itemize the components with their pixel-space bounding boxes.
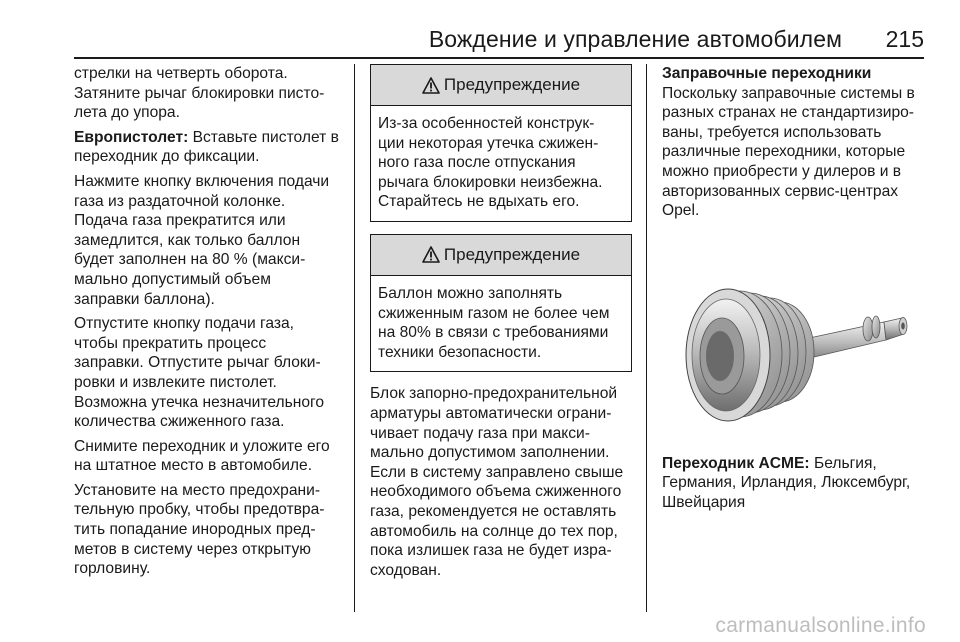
warning-text-1: Из-за особенностей конструк- ции некоторая утечка сжижен- ного газа после отпускания рычага блокировки неизбежна. Старайтесь не вдыхать его.	[378, 115, 603, 211]
figure-caption	[662, 454, 930, 513]
caption-text: Бельгия, Германия, Ирландия, Люксембург, Швейцария	[662, 454, 911, 511]
warning-triangle-icon	[422, 77, 440, 94]
warning-title-2: Предупреждение	[443, 245, 581, 265]
euro-nozzle-text: Вставьте пистолет в переходник до фиксации.	[74, 128, 339, 166]
col1-paragraph-1: стрелки на четверть оборота. Затяните рычаг блокировки писто- лета до упора.	[74, 65, 325, 122]
warning-triangle-icon	[422, 246, 440, 263]
caption-label: Переходник ACME:	[662, 454, 810, 472]
warning-text-2: Баллон можно заполнять сжиженным газом не более чем на 80% в связи с требованиями техники безопасности.	[378, 284, 610, 361]
column-divider-2	[646, 64, 647, 612]
column-divider-1	[354, 64, 355, 612]
column-3	[662, 64, 930, 513]
acme-adapter-figure	[662, 242, 928, 438]
col1-paragraph-3: Нажмите кнопку включения подачи газа из раздаточной колонке. Подача газа прекратится или замедлится, как только баллон будет заполнен на 80 % (макси- мально допустимый объем заправки баллона).	[74, 172, 330, 308]
header-divider	[74, 57, 924, 59]
site-watermark: carmanualsonline.info	[715, 614, 926, 637]
running-title: Вождение и управление автомобилем	[428, 26, 842, 52]
warning-box-1	[370, 64, 632, 222]
page-number: 215	[885, 26, 924, 52]
acme-adapter-illustration	[662, 242, 928, 438]
col1-paragraph-5: Снимите переходник и уложите его на штатное место в автомобиле.	[74, 437, 330, 475]
section-heading: Заправочные переходники	[662, 65, 872, 82]
page-header	[0, 0, 960, 56]
warning-title-1: Предупреждение	[443, 75, 581, 95]
warning-box-2	[370, 234, 632, 372]
col1-paragraph-2	[74, 128, 348, 167]
col1-paragraph-6: Установите на место предохрани- тельную пробку, чтобы предотвра- тить попадание инородных пред- метов в систему через открытую горловину.	[74, 481, 325, 578]
warning-header-2	[371, 235, 631, 276]
col1-paragraph-4: Отпустите кнопку подачи газа, чтобы прекратить процесс заправки. Отпустите рычаг блоки- ровки и извлеките пистолет. Возможна утечка незначительного количества сжиженного газа.	[74, 315, 325, 431]
col2-paragraph-1: Блок запорно-предохранительной арматуры автоматически ограни- чивает подачу газа при макси- мально допустимом заполнении. Если в систему заправлено свыше необходимого объема сжиженного газа, рекомендуется не оставлять автомобиль на солнце до тех пор, пока излишек газа не будет изра- сходован.	[370, 385, 624, 579]
column-1	[74, 64, 348, 584]
warning-header-1	[371, 65, 631, 106]
euro-nozzle-label: Европистолет:	[74, 128, 189, 146]
col3-paragraph-1: Поскольку заправочные системы в разных странах не стандартизиро- ваны, требуется использовать различные переходники, которые можно приобрести у дилеров и в авторизованных сервис-центрах Opel.	[662, 84, 915, 220]
column-2	[370, 64, 632, 580]
